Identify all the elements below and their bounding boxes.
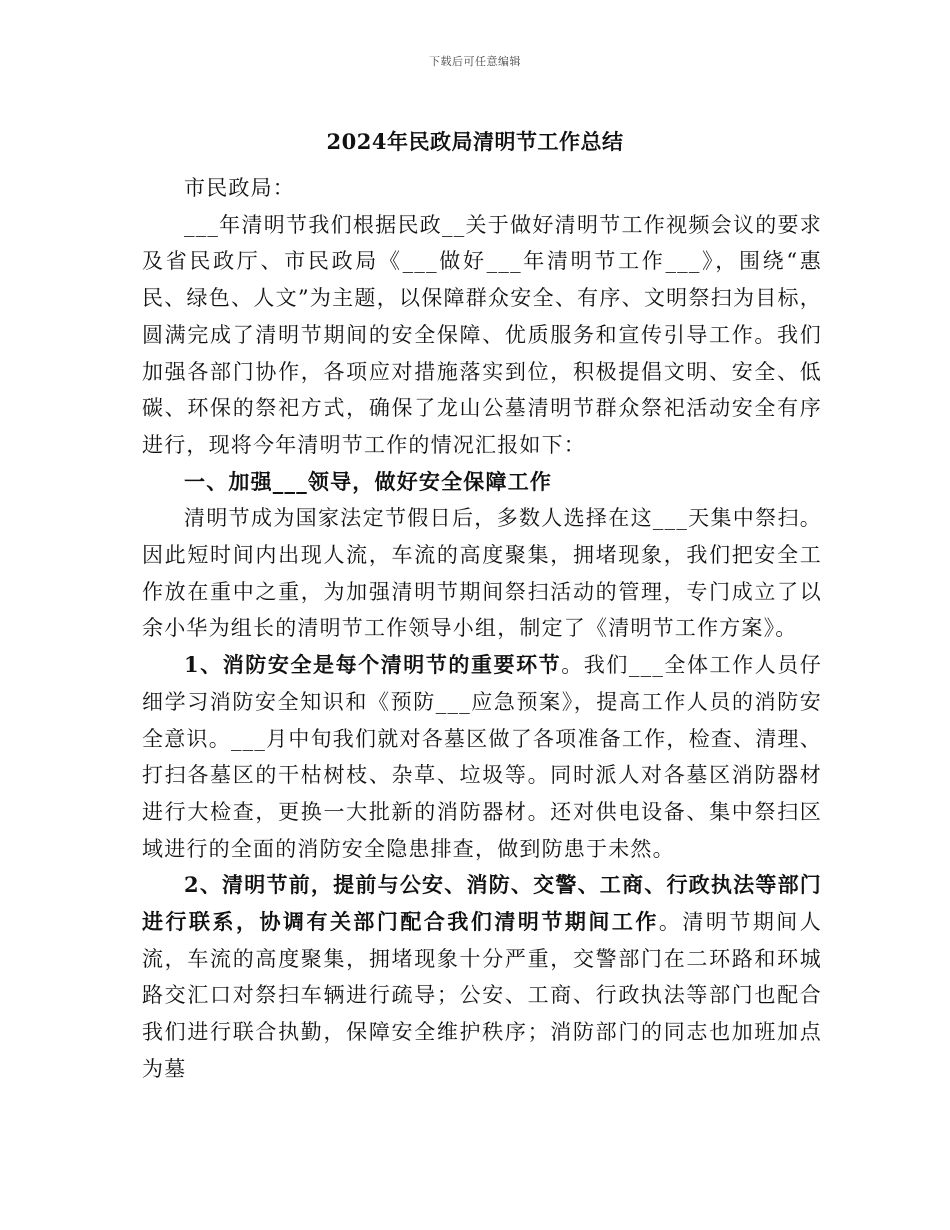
item-1-lead: 1、消防安全是每个清明节的重要环节	[184, 652, 562, 678]
item-2-text: 。清明节期间人流，车流的高度聚集，拥堵现象十分严重，交警部门在二环路和环城路交汇口对祭扫车辆进行疏导；公安、工商、行政执法等部门也配合我们进行联合执勤，保障安全维护秩序；消防部门的同志也加班加点为墓	[142, 910, 822, 1081]
intro-paragraph: ___年清明节我们根据民政__关于做好清明节工作视频会议的要求及省民政厅、市民政局《___做好___年清明节工作___》，围绕“惠民、绿色、人文”为主题，以保障群众安全、有序、文明祭扫为目标，圆满完成了清明节期间的安全保障、优质服务和宣传引导工作。我们加强各部门协作，各项应对措施落实到位，积极提倡文明、安全、低碳、环保的祭祀方式，确保了龙山公墓清明节群众祭祀活动安全有序进行，现将今年清明节工作的情况汇报如下：	[142, 212, 822, 457]
section-1-paragraph: 清明节成为国家法定节假日后，多数人选择在这___天集中祭扫。因此短时间内出现人流，车流的高度聚集，拥堵现象，我们把安全工作放在重中之重，为加强清明节期间祭扫活动的管理，专门成立了以余小华为组长的清明节工作领导小组，制定了《清明节工作方案》。	[142, 506, 822, 641]
item-1-text: 。我们___全体工作人员仔细学习消防安全知识和《预防___应急预案》，提高工作人员的消防安全意识。___月中旬我们就对各墓区做了各项准备工作，检查、清理、打扫各墓区的干枯树枝、杂草、垃圾等。同时派人对各墓区消防器材进行大检查，更换一大批新的消防器材。还对供电设备、集中祭扫区域进行的全面的消防安全隐患排查，做到防患于未然。	[142, 653, 822, 861]
document-body	[142, 170, 822, 1088]
item-2-paragraph	[142, 867, 822, 1087]
document-title: 2024年民政局清明节工作总结	[326, 129, 624, 154]
item-2-lead: 2、清明节前，提前与公安、消防、交警、工商、行政执法等部门进行联系，协调有关部门配合我们清明节期间工作	[142, 872, 822, 935]
salutation: 市民政局：	[184, 176, 295, 200]
section-1-heading: 一、加强___领导，做好安全保障工作	[184, 468, 553, 494]
item-1-paragraph	[142, 647, 822, 867]
header-note: 下载后可任意编辑	[429, 55, 521, 68]
